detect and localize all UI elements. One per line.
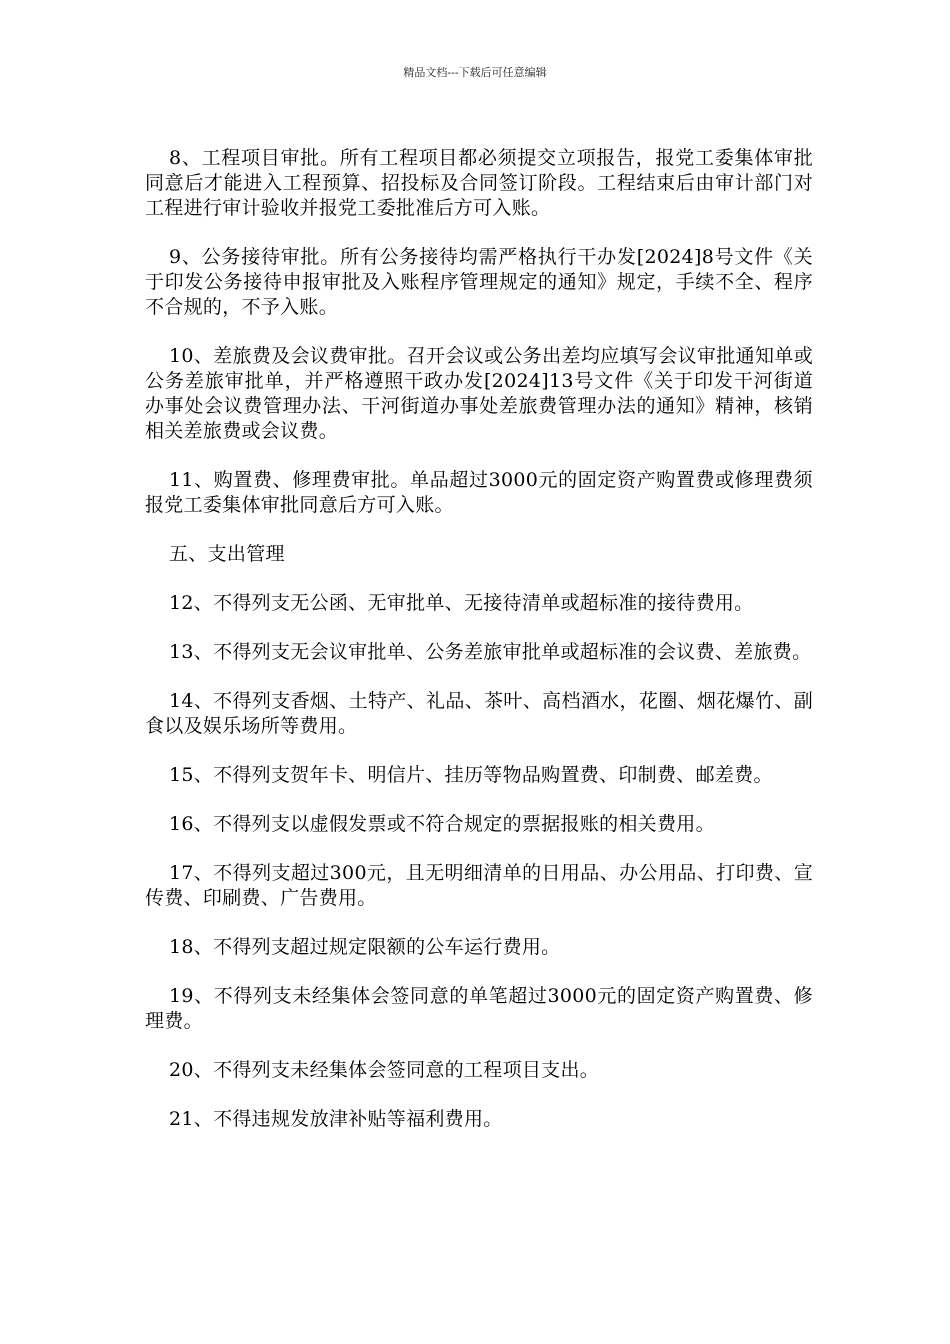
- paragraph-14: 14、不得列支香烟、土特产、礼品、茶叶、高档酒水，花圈、烟花爆竹、副食以及娱乐场所等费用。: [145, 690, 813, 737]
- paragraph-13: 13、不得列支无会议审批单、公务差旅审批单或超标准的会议费、差旅费。: [169, 641, 812, 663]
- paragraph-19: 19、不得列支未经集体会签同意的单笔超过3000元的固定资产购置费、修理费。: [145, 985, 813, 1032]
- section-heading-expenditure: 五、支出管理: [169, 543, 285, 565]
- paragraph-15: 15、不得列支贺年卡、明信片、挂历等物品购置费、印制费、邮差费。: [169, 764, 773, 786]
- page-header: 精品文档---下载后可任意编辑: [403, 66, 547, 79]
- paragraph-11-purchase-repair-approval: 11、购置费、修理费审批。单品超过3000元的固定资产购置费或修理费须报党工委集体审批同意后方可入账。: [145, 469, 813, 516]
- paragraph-16: 16、不得列支以虚假发票或不符合规定的票据报账的相关费用。: [169, 813, 715, 835]
- paragraph-21: 21、不得违规发放津补贴等福利费用。: [169, 1108, 503, 1130]
- paragraph-20: 20、不得列支未经集体会签同意的工程项目支出。: [169, 1059, 600, 1081]
- paragraph-18: 18、不得列支超过规定限额的公车运行费用。: [169, 936, 561, 958]
- paragraph-10-travel-meeting-approval: 10、差旅费及会议费审批。召开会议或公务出差均应填写会议审批通知单或公务差旅审批单，并严格遵照干政办发[2024]13号文件《关于印发干河街道办事处会议费管理办法、干河街道办事处差旅费管理办法的通知》精神，核销相关差旅费或会议费。: [145, 345, 813, 442]
- paragraph-17: 17、不得列支超过300元，且无明细清单的日用品、办公用品、打印费、宣传费、印刷费、广告费用。: [145, 862, 813, 909]
- paragraph-8-project-approval: 8、工程项目审批。所有工程项目都必须提交立项报告，报党工委集体审批同意后才能进入工程预算、招投标及合同签订阶段。工程结束后由审计部门对工程进行审计验收并报党工委批准后方可入账。: [145, 147, 813, 219]
- document-body: [145, 146, 813, 1156]
- paragraph-12: 12、不得列支无公函、无审批单、无接待清单或超标准的接待费用。: [169, 592, 754, 614]
- paragraph-9-reception-approval: 9、公务接待审批。所有公务接待均需严格执行干办发[2024]8号文件《关于印发公务接待申报审批及入账程序管理规定的通知》规定，手续不全、程序不合规的，不予入账。: [145, 246, 813, 318]
